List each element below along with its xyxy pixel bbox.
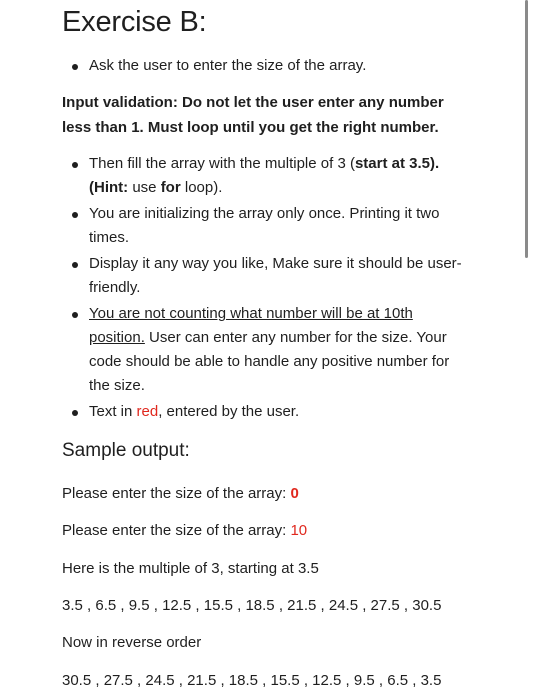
- instructions-list-top: [62, 54, 472, 80]
- sample-reverse-values: 30.5 , 27.5 , 24.5 , 21.5 , 18.5 , 15.5 , 12.5 , 9.5 , 6.5 , 3.5: [62, 672, 442, 689]
- fill-for-keyword: for: [160, 179, 181, 196]
- fill-text-f: use: [128, 179, 161, 196]
- list-item-red-text: [62, 400, 472, 424]
- fill-start-value: 3.5: [409, 155, 431, 172]
- fill-text-h: loop).: [180, 179, 223, 196]
- not-counting-rest: User can enter any number for the size. Your code should be able to handle any positive number for the size.: [89, 329, 450, 394]
- fill-start-at: start at: [354, 155, 405, 172]
- list-item-ask-size: Ask the user to enter the size of the array.: [62, 54, 472, 78]
- fill-text-a: Then fill the array with the multiple of 3 (: [89, 155, 355, 172]
- validation-line-2: less than 1. Must loop until you get the right number.: [62, 119, 439, 136]
- instructions-list: [62, 152, 472, 426]
- list-item-not-counting: [62, 302, 472, 398]
- red-text-b: , entered by the user.: [158, 403, 300, 420]
- validation-line-1: Input validation: Do not let the user enter any number: [62, 94, 444, 111]
- list-item-fill-array: [62, 152, 472, 200]
- sample-prompt-2: [62, 521, 307, 541]
- fill-hint: Hint:: [94, 179, 129, 196]
- user-input-1: 0: [290, 485, 299, 502]
- sample-reverse-label: Now in reverse order: [62, 634, 202, 651]
- exercise-title: Exercise B:: [62, 6, 207, 38]
- list-item-display: Display it any way you like, Make sure it should be user-friendly.: [62, 252, 472, 300]
- red-text-a: Text in: [89, 403, 137, 420]
- user-input-2: 10: [290, 522, 308, 539]
- sample-multiple-label: Here is the multiple of 3, starting at 3.5: [62, 560, 319, 577]
- list-item-initialize-once: You are initializing the array only once. Printing it two times.: [62, 202, 472, 250]
- fill-text-d: ). (: [89, 155, 440, 196]
- red-word: red: [136, 403, 159, 420]
- prompt-1-text: Please enter the size of the array:: [62, 485, 291, 502]
- sample-prompt-1: [62, 484, 299, 504]
- sample-forward-values: 3.5 , 6.5 , 9.5 , 12.5 , 15.5 , 18.5 , 21.5 , 24.5 , 27.5 , 30.5: [62, 597, 442, 614]
- input-validation-note: [62, 90, 472, 140]
- not-counting-underlined: You are not counting what number will be at 10th position.: [89, 305, 413, 346]
- vertical-scrollbar[interactable]: [525, 0, 528, 258]
- prompt-2-text: Please enter the size of the array:: [62, 522, 291, 539]
- sample-output-heading: Sample output:: [62, 440, 190, 461]
